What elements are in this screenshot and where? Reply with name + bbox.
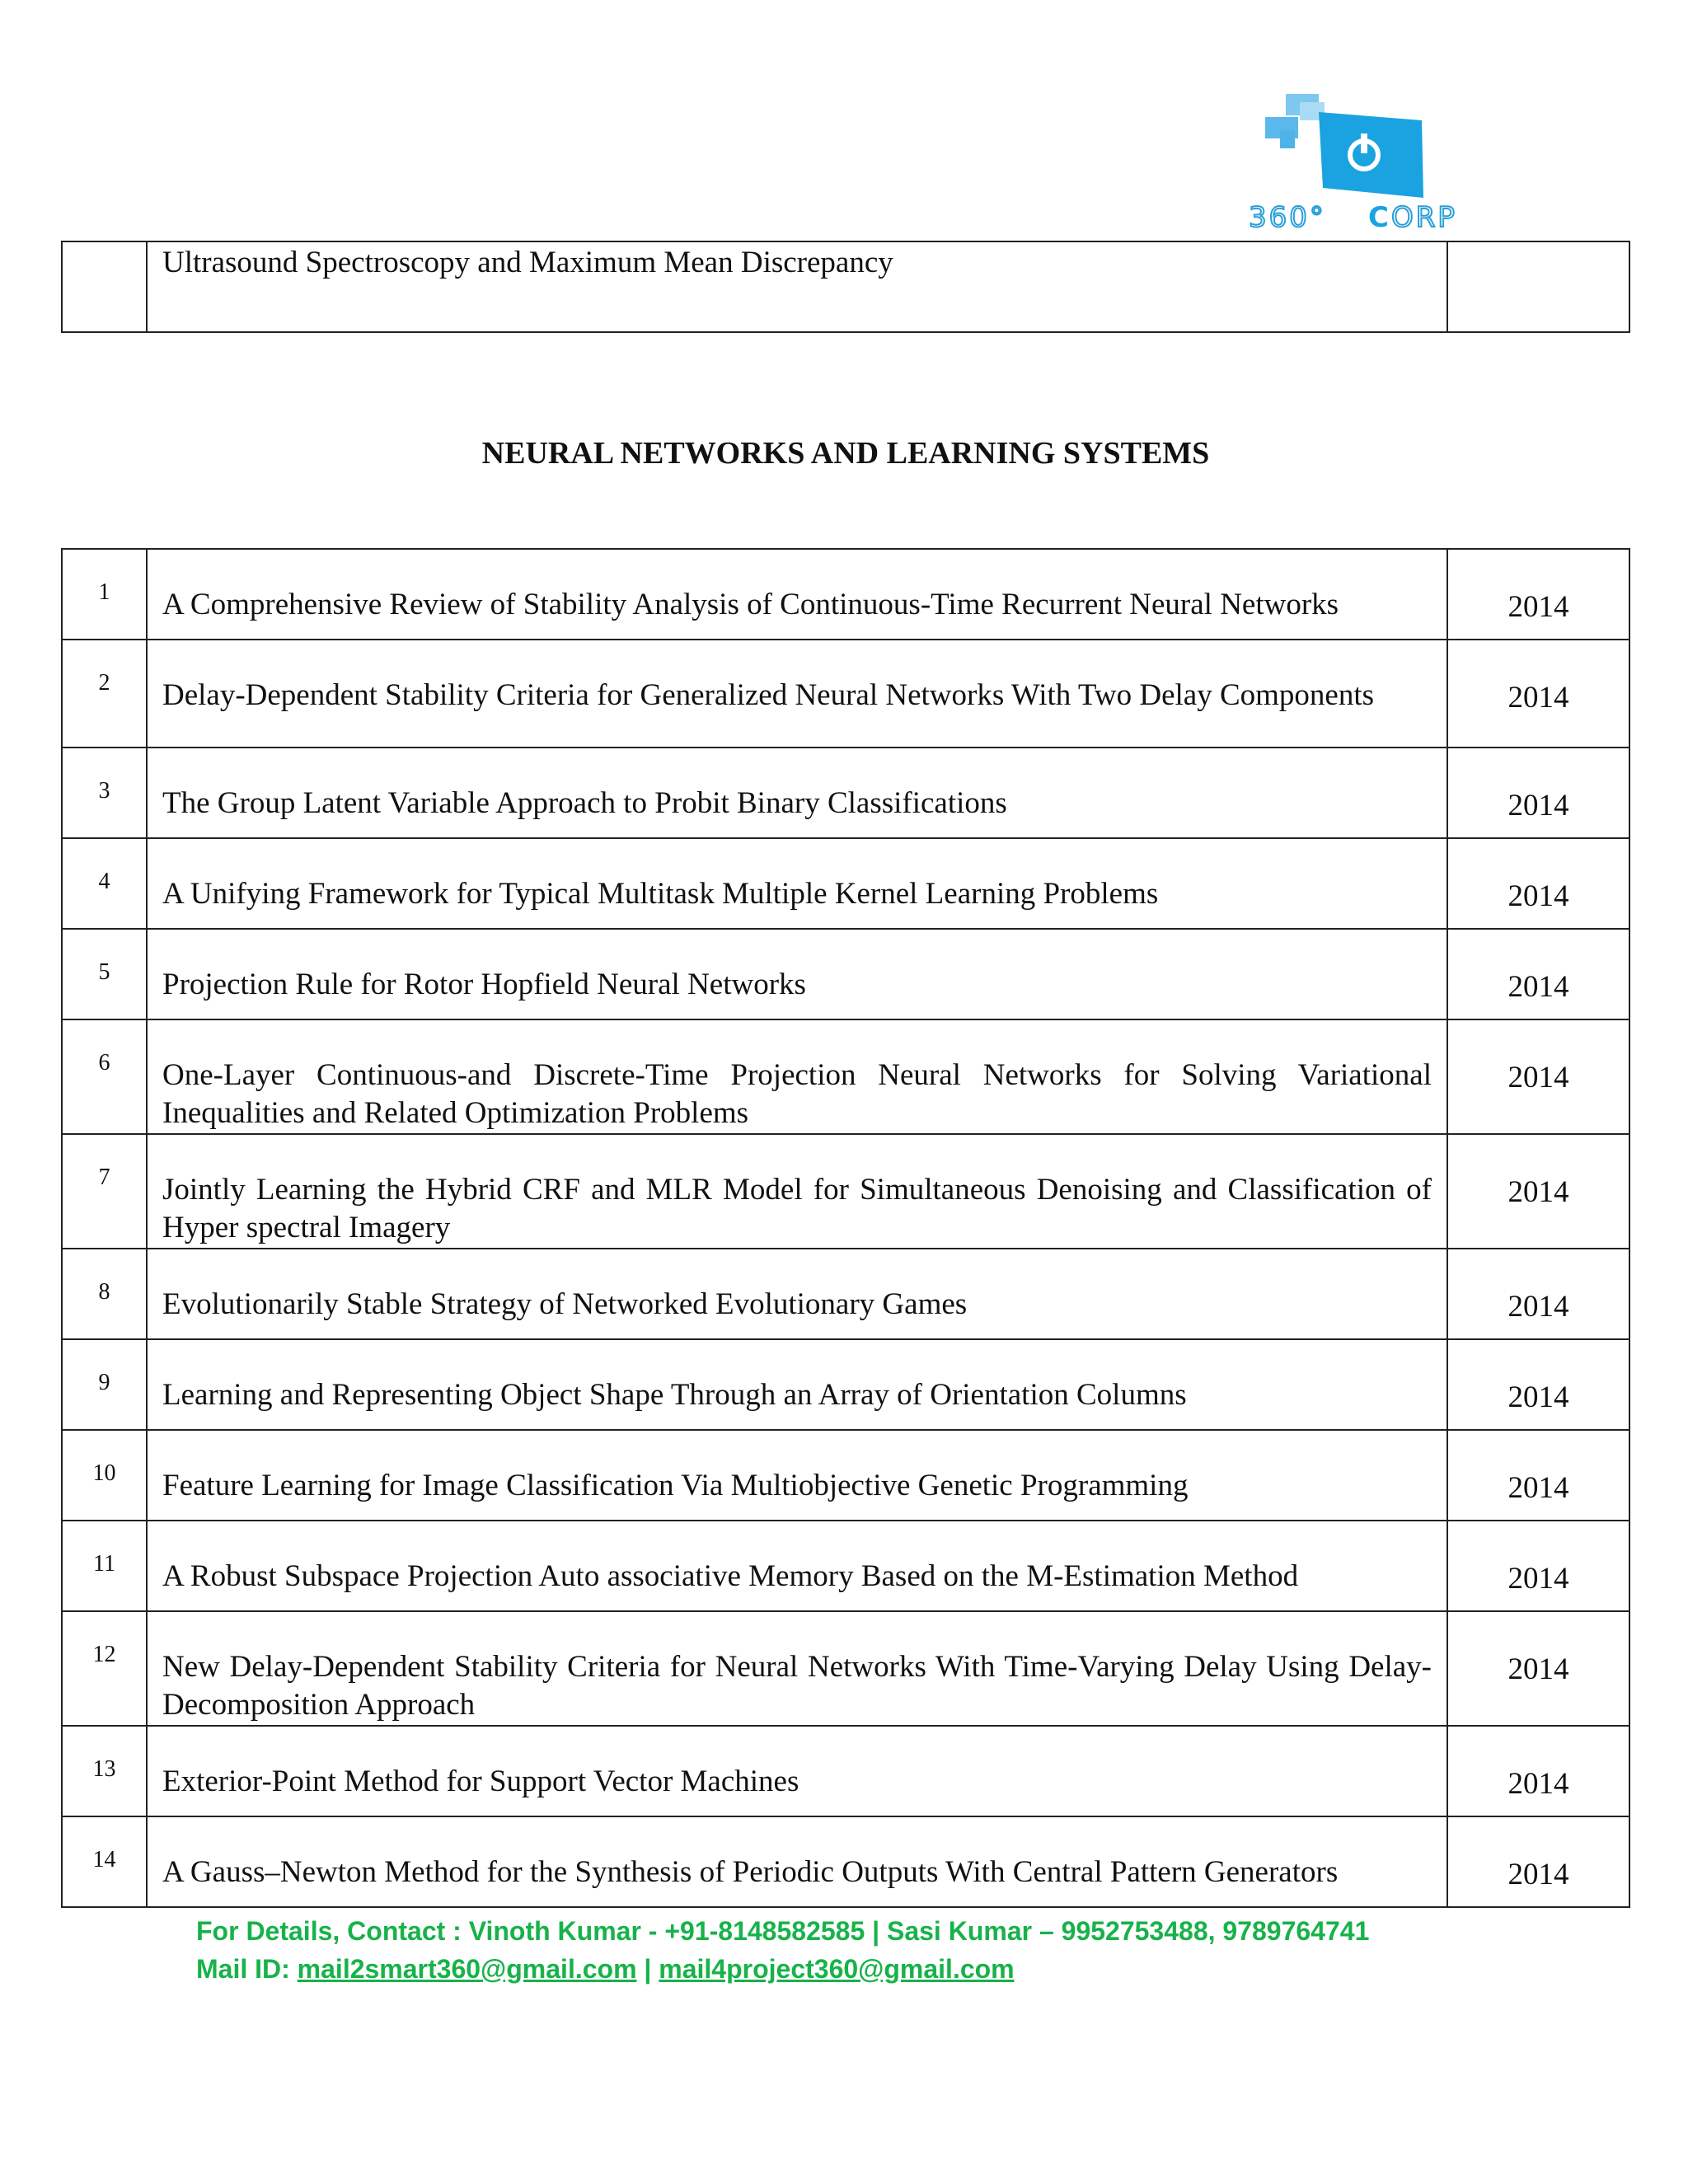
row-title: A Comprehensive Review of Stability Analysis of Continuous-Time Recurrent Neural Networks xyxy=(147,549,1447,640)
logo-wordmark xyxy=(1249,201,1457,234)
row-title: Feature Learning for Image Classification Via Multiobjective Genetic Programming xyxy=(147,1430,1447,1521)
row-title: Ultrasound Spectroscopy and Maximum Mean Discrepancy xyxy=(147,241,1447,332)
table-row xyxy=(62,1019,1629,1134)
row-number: 7 xyxy=(62,1134,147,1249)
row-year: 2014 xyxy=(1447,1816,1629,1907)
email-link-1[interactable]: mail2smart360@gmail.com xyxy=(297,1954,637,1984)
table-row xyxy=(62,1611,1629,1726)
row-number: 4 xyxy=(62,838,147,929)
row-number: 9 xyxy=(62,1339,147,1430)
row-number: 10 xyxy=(62,1430,147,1521)
row-year: 2014 xyxy=(1447,929,1629,1019)
row-year: 2014 xyxy=(1447,1611,1629,1726)
table-row xyxy=(62,1521,1629,1611)
row-year: 2014 xyxy=(1447,640,1629,748)
table-row xyxy=(62,640,1629,748)
table-row xyxy=(62,1816,1629,1907)
table-row xyxy=(62,748,1629,838)
row-number: 8 xyxy=(62,1249,147,1339)
row-number: 12 xyxy=(62,1611,147,1726)
contact-line: For Details, Contact : Vinoth Kumar - +91-8148582585 | Sasi Kumar – 9952753488, 9789764741 xyxy=(196,1916,1370,1946)
row-title: The Group Latent Variable Approach to Probit Binary Classifications xyxy=(147,748,1447,838)
row-year: 2014 xyxy=(1447,1430,1629,1521)
row-number xyxy=(62,241,147,332)
svg-text:ORP: ORP xyxy=(1391,201,1457,234)
mail-line xyxy=(196,1950,1369,1988)
row-number: 2 xyxy=(62,640,147,748)
row-title: Evolutionarily Stable Strategy of Networked Evolutionary Games xyxy=(147,1249,1447,1339)
row-year: 2014 xyxy=(1447,838,1629,929)
row-title: Jointly Learning the Hybrid CRF and MLR Model for Simultaneous Denoising and Classification of Hyper spectral Imagery xyxy=(147,1134,1447,1249)
table-row xyxy=(62,241,1629,332)
svg-text:C: C xyxy=(1368,201,1391,234)
row-title: A Robust Subspace Projection Auto associative Memory Based on the M-Estimation Method xyxy=(147,1521,1447,1611)
papers-table xyxy=(61,548,1630,1908)
row-year: 2014 xyxy=(1447,549,1629,640)
row-number: 11 xyxy=(62,1521,147,1611)
row-number: 6 xyxy=(62,1019,147,1134)
company-logo xyxy=(1240,91,1488,239)
row-year: 2014 xyxy=(1447,1521,1629,1611)
table-row xyxy=(62,1339,1629,1430)
row-number: 13 xyxy=(62,1726,147,1816)
table-row xyxy=(62,1249,1629,1339)
section-heading: NEURAL NETWORKS AND LEARNING SYSTEMS xyxy=(481,436,1210,471)
row-number: 5 xyxy=(62,929,147,1019)
continuation-table xyxy=(61,241,1630,333)
row-year: 2014 xyxy=(1447,1019,1629,1134)
row-title: Learning and Representing Object Shape Through an Array of Orientation Columns xyxy=(147,1339,1447,1430)
mail-label: Mail ID: xyxy=(196,1954,298,1984)
row-title: Projection Rule for Rotor Hopfield Neural Networks xyxy=(147,929,1447,1019)
table-row xyxy=(62,549,1629,640)
table-row xyxy=(62,838,1629,929)
row-year: 2014 xyxy=(1447,748,1629,838)
row-year xyxy=(1447,241,1629,332)
row-title: Delay-Dependent Stability Criteria for Generalized Neural Networks With Two Delay Components xyxy=(147,640,1447,748)
table-row xyxy=(62,1430,1629,1521)
table-row xyxy=(62,929,1629,1019)
row-title: Exterior-Point Method for Support Vector Machines xyxy=(147,1726,1447,1816)
row-title: A Gauss–Newton Method for the Synthesis of Periodic Outputs With Central Pattern Generators xyxy=(147,1816,1447,1907)
svg-text:360°: 360° xyxy=(1249,201,1326,234)
row-year: 2014 xyxy=(1447,1339,1629,1430)
table-row xyxy=(62,1726,1629,1816)
row-year: 2014 xyxy=(1447,1134,1629,1249)
row-number: 14 xyxy=(62,1816,147,1907)
email-separator: | xyxy=(636,1954,659,1984)
contact-footer xyxy=(196,1912,1369,1988)
row-number: 3 xyxy=(62,748,147,838)
row-title: New Delay-Dependent Stability Criteria for Neural Networks With Time-Varying Delay Using Delay-Decomposition Approach xyxy=(147,1611,1447,1726)
row-year: 2014 xyxy=(1447,1726,1629,1816)
row-year: 2014 xyxy=(1447,1249,1629,1339)
row-title: A Unifying Framework for Typical Multitask Multiple Kernel Learning Problems xyxy=(147,838,1447,929)
row-number: 1 xyxy=(62,549,147,640)
email-link-2[interactable]: mail4project360@gmail.com xyxy=(659,1954,1015,1984)
table-row xyxy=(62,1134,1629,1249)
row-title: One-Layer Continuous-and Discrete-Time Projection Neural Networks for Solving Variational Inequalities and Related Optimization Problems xyxy=(147,1019,1447,1134)
